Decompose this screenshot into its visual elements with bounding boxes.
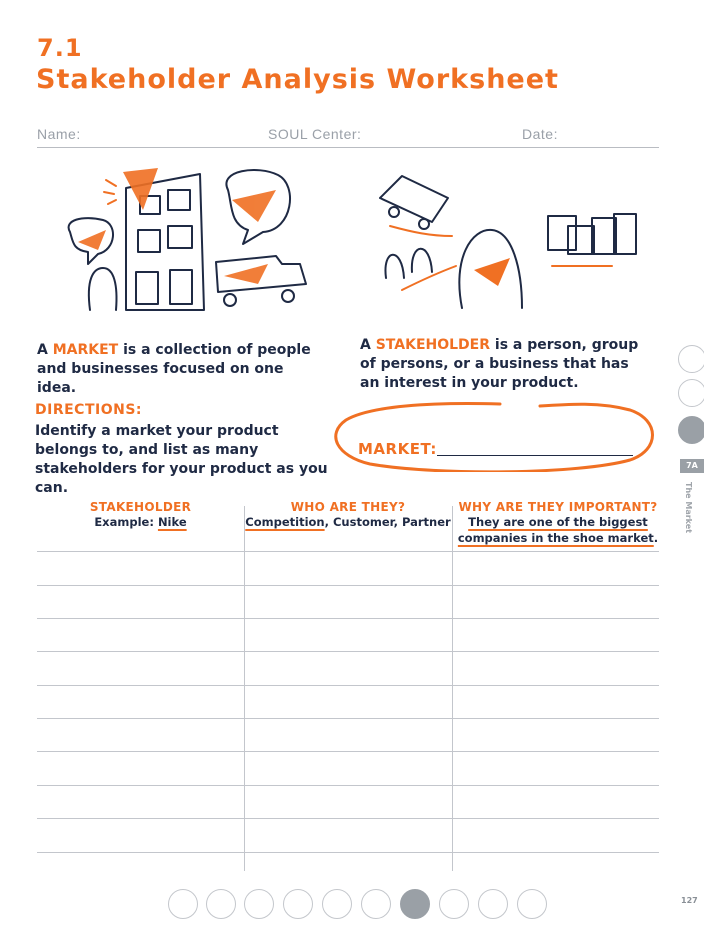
table-row[interactable] [37,651,659,652]
table-row[interactable] [37,785,659,786]
footer-chapter-icon[interactable] [439,889,469,919]
footer-chapter-icon[interactable] [244,889,274,919]
table-row[interactable] [37,852,659,853]
directions-text: Identify a market your product belongs to, and list as many stakeholders for your product as you can. [35,423,328,496]
market-field-label: MARKET: [358,440,437,458]
name-field-label: Name: [37,126,81,142]
footer-chapter-icon[interactable] [361,889,391,919]
soul-center-field-label: SOUL Center: [268,126,362,142]
table-row[interactable] [37,818,659,819]
table-row[interactable] [37,685,659,686]
chapter-icon[interactable] [678,379,704,407]
stakeholder-illustration [372,168,648,318]
footer-chapter-icon[interactable] [322,889,352,919]
market-illustration [48,160,323,318]
stakeholder-keyword: STAKEHOLDER [375,337,491,353]
market-definition: A MARKET is a collection of people and businesses focused on one idea. [37,342,311,396]
market-ellipse [330,398,660,472]
page-title: Stakeholder Analysis Worksheet [36,64,559,95]
example-why-line2: companies in the shoe market [457,531,654,545]
stakeholder-column-header: STAKEHOLDER Example: Nike [89,500,192,529]
why-column-header: WHY ARE THEY IMPORTANT? They are one of the biggest companies in the shoe market. [457,500,659,545]
table-row[interactable] [37,751,659,752]
date-field-label: Date: [522,126,558,142]
example-competition: Competition [245,515,325,529]
table-row[interactable] [37,585,659,586]
footer-chapter-icon[interactable] [517,889,547,919]
directions-title: DIRECTIONS: [35,402,143,418]
table-row[interactable] [37,551,659,552]
footer-chapter-icon[interactable] [206,889,236,919]
footer-chapter-icon[interactable] [168,889,198,919]
section-number: 7.1 [37,34,83,62]
footer-chapter-icon[interactable] [478,889,508,919]
market-keyword: MARKET [52,342,119,358]
page-number: 127 [681,896,698,905]
header-rule [37,147,659,148]
table-row[interactable] [37,718,659,719]
chapter-title: The Market [684,482,693,534]
who-column-header: WHO ARE THEY? Competition, Customer, Partner [245,500,451,529]
stakeholder-definition: A STAKEHOLDER is a person, group of persons, or a business that has an interest in your product. [360,337,639,391]
column-divider [452,506,453,871]
example-why-line1: They are one of the biggest [468,515,648,529]
column-divider [244,506,245,871]
market-input-line[interactable] [437,455,633,456]
chapter-icon[interactable] [678,345,704,373]
active-chapter-icon[interactable] [678,416,704,444]
footer-chapter-icon[interactable] [283,889,313,919]
footer-active-chapter-icon[interactable] [400,889,430,919]
chapter-tab[interactable]: 7A [680,459,704,473]
example-nike: Nike [157,515,187,529]
table-row[interactable] [37,618,659,619]
